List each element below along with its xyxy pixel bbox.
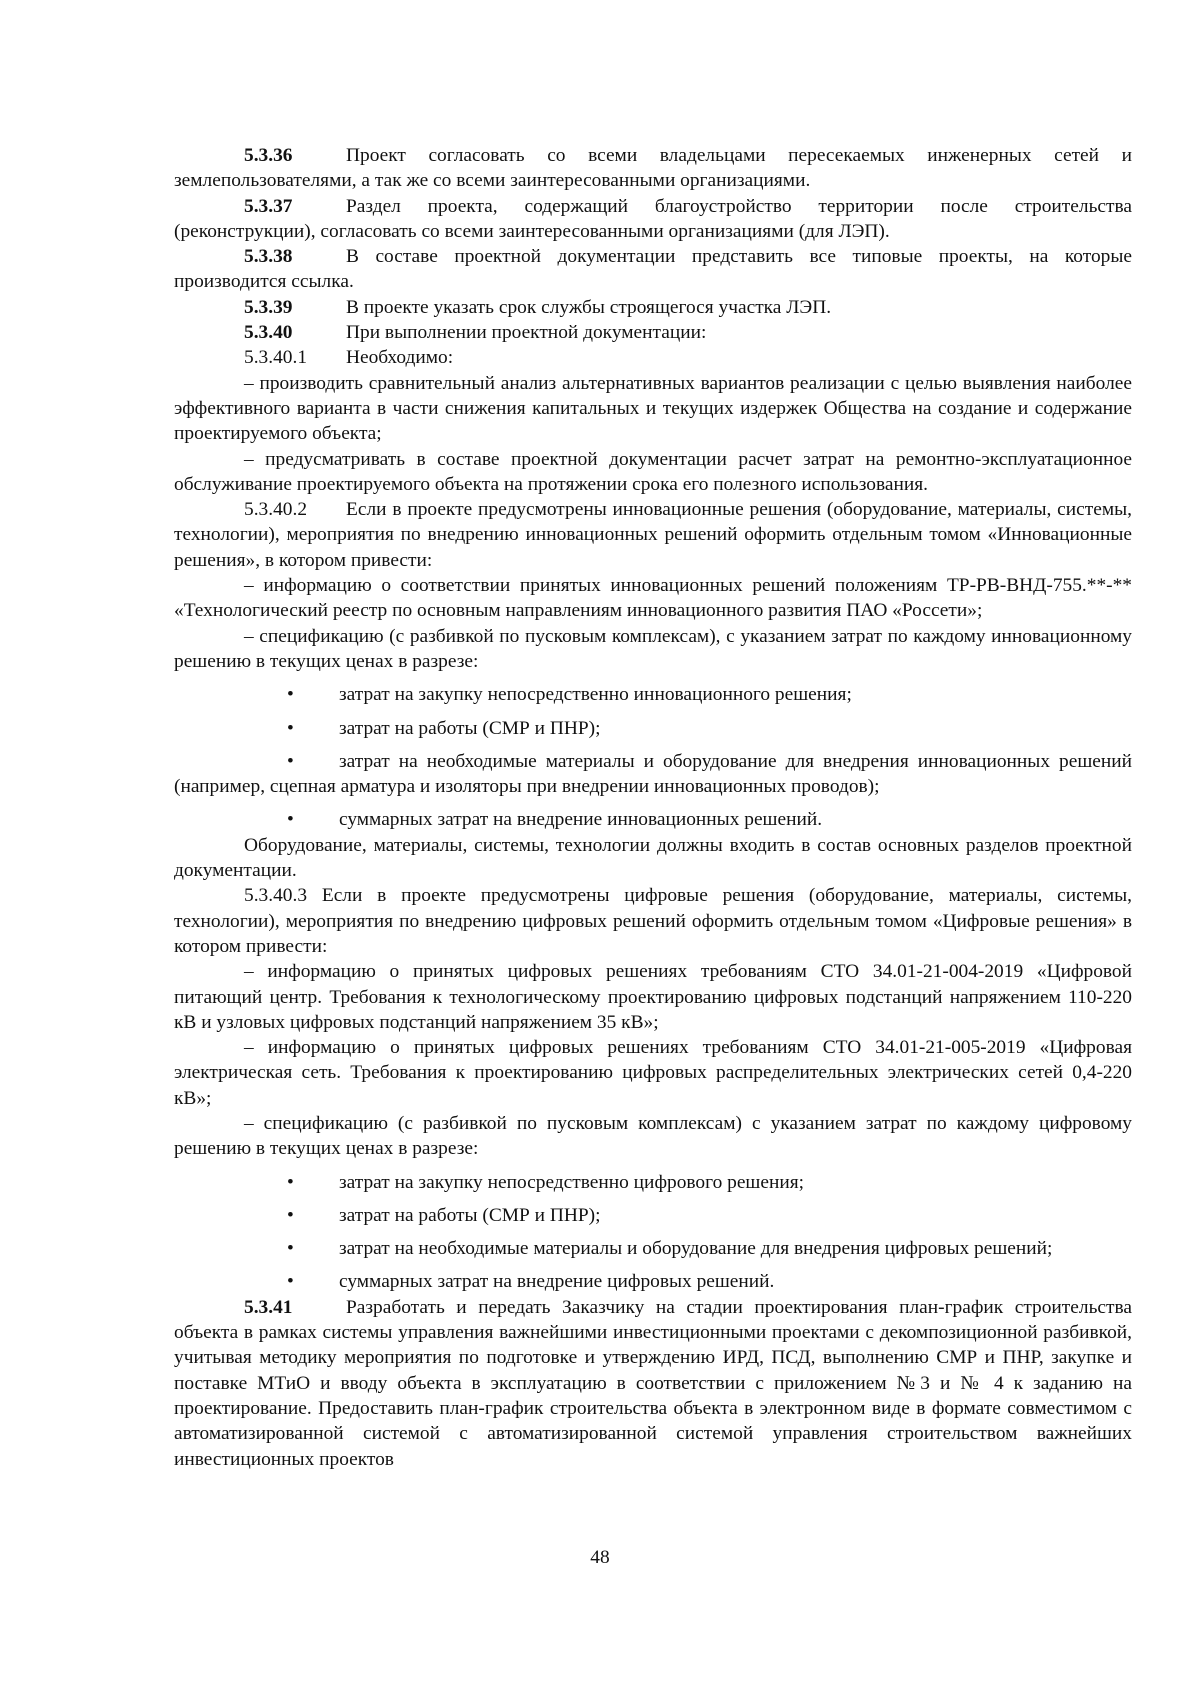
bullet-text: затрат на закупку непосредственно цифрового решения; xyxy=(339,1171,805,1193)
dash-item: – информацию о соответствии принятых инновационных решений положениям ТР-РВ-ВНД-755.**-** «Технологический реестр по основным направлениям инновационного развития ПАО «Россети»; xyxy=(174,575,1132,622)
bullet-item xyxy=(174,807,1132,832)
bullet-text: затрат на необходимые материалы и оборудование для внедрения цифровых решений; xyxy=(339,1238,1053,1260)
bullet-mark: • xyxy=(287,1271,294,1293)
bullet-item xyxy=(174,682,1132,707)
dash-item: – информацию о принятых цифровых решениях требованиям СТО 34.01-21-004-2019 «Цифровой питающий центр. Требования к технологическому проектированию цифровых подстанций напряжением 110-220 кВ и узловых цифровых подстанций напряжением 35 кВ»; xyxy=(174,961,1132,1033)
clause-number: 5.3.39 xyxy=(244,296,293,318)
dash-item: – спецификацию (с разбивкой по пусковым комплексам), с указанием затрат по каждому инновационному решению в текущих ценах в разрезе: xyxy=(174,625,1132,672)
dash-item: – спецификацию (с разбивкой по пусковым комплексам) с указанием затрат по каждому цифровому решению в текущих ценах в разрезе: xyxy=(174,1112,1132,1160)
bullet-item xyxy=(174,716,1132,741)
clause-5-3-41 xyxy=(174,1295,1132,1472)
clause-5-3-40-1 xyxy=(174,345,1132,370)
dash-item: – информацию о принятых цифровых решениях требованиям СТО 34.01-21-005-2019 «Цифровая электрическая сеть. Требования к проектированию цифровых распределительных электрических сетей 0,4-220 кВ»; xyxy=(174,1037,1132,1109)
bullet-item xyxy=(174,1236,1132,1261)
bullet-text: затрат на работы (СМР и ПНР); xyxy=(339,1204,601,1226)
bullet-item xyxy=(174,749,1132,800)
clause-number: 5.3.40.3 xyxy=(244,885,308,907)
clause-text: Если в проекте предусмотрены инновационные решения (оборудование, материалы, системы, технологии), мероприятия по внедрению инновационных решений оформить отдельным томом «Инновационные решения», в котором привести: xyxy=(174,499,1132,571)
bullet-text: суммарных затрат на внедрение цифровых решений. xyxy=(339,1271,775,1293)
bullet-mark: • xyxy=(287,684,294,706)
clause-text: В составе проектной документации представить все типовые проекты, на которые производится ссылка. xyxy=(174,246,1132,293)
dash-item: – производить сравнительный анализ альтернативных вариантов реализации с целью выявления наиболее эффективного варианта в части снижения капитальных и текущих издержек Общества на создание и содержание проектируемого объекта; xyxy=(174,372,1132,445)
bullet-mark: • xyxy=(287,750,294,772)
clause-number: 5.3.38 xyxy=(244,246,293,268)
bullet-text: суммарных затрат на внедрение инновационных решений. xyxy=(339,809,823,831)
clause-text: В проекте указать срок службы строящегося участка ЛЭП. xyxy=(346,296,832,318)
note-paragraph: Оборудование, материалы, системы, технологии должны входить в состав основных разделов проектной документации. xyxy=(174,834,1132,882)
bullet-mark: • xyxy=(287,717,294,739)
clause-5-3-36 xyxy=(174,143,1132,194)
clause-number: 5.3.36 xyxy=(244,145,293,166)
clause-number: 5.3.40.1 xyxy=(244,347,308,369)
clause-number: 5.3.41 xyxy=(244,1296,293,1318)
clause-5-3-40-3 xyxy=(174,883,1132,959)
clause-text: Раздел проекта, содержащий благоустройство территории после строительства (реконструкции), согласовать со всеми заинтересованными организациями (для ЛЭП). xyxy=(174,195,1132,242)
bullet-mark: • xyxy=(287,809,294,831)
clause-text: Необходимо: xyxy=(346,347,454,369)
bullet-text: затрат на необходимые материалы и оборудование для внедрения инновационных решений (например, сцепная арматура и изоляторы при внедрении инновационных проводов); xyxy=(174,750,1132,798)
bullet-text: затрат на работы (СМР и ПНР); xyxy=(339,717,601,739)
clause-number: 5.3.37 xyxy=(244,195,293,217)
page-body xyxy=(174,143,1132,1472)
clause-text: При выполнении проектной документации: xyxy=(346,322,707,344)
dash-item: – предусматривать в составе проектной документации расчет затрат на ремонтно-эксплуатационное обслуживание проектируемого объекта на протяжении срока его полезного использования. xyxy=(174,448,1132,495)
clause-5-3-39 xyxy=(174,295,1132,320)
clause-5-3-37 xyxy=(174,194,1132,245)
clause-5-3-40-2 xyxy=(174,497,1132,573)
bullet-mark: • xyxy=(287,1204,294,1226)
clause-5-3-40 xyxy=(174,320,1132,345)
bullet-item xyxy=(174,1269,1132,1294)
bullet-text: затрат на закупку непосредственно инновационного решения; xyxy=(339,684,852,706)
clause-5-3-38 xyxy=(174,244,1132,295)
bullet-item xyxy=(174,1203,1132,1228)
clause-text: Если в проекте предусмотрены цифровые решения (оборудование, материалы, системы, технологии), мероприятия по внедрению цифровых решений оформить отдельным томом «Цифровые решения» в котором привести: xyxy=(174,885,1132,957)
clause-number: 5.3.40.2 xyxy=(244,499,308,521)
bullet-mark: • xyxy=(287,1171,294,1193)
clause-number: 5.3.40 xyxy=(244,322,293,344)
bullet-mark: • xyxy=(287,1238,294,1260)
clause-text: Проект согласовать со всеми владельцами пересекаемых инженерных сетей и землепользователями, а так же со всеми заинтересованными организациями. xyxy=(174,145,1132,192)
page-number: 48 xyxy=(590,1547,610,1568)
clause-text: Разработать и передать Заказчику на стадии проектирования план-график строительства объекта в рамках системы управления важнейшими инвестиционными проектами с декомпозиционной разбивкой, учитывая методику мероприятия по подготовке и утверждению ИРД, ПСД, выполнению СМР и ПНР, закупке и поставке МТиО и вводу объекта в эксплуатацию в соответствии с приложением №3 и № 4 к заданию на проектирование. Предоставить план-график строительства объекта в электронном виде в формате совместимом с автоматизированной системой с автоматизированной системой управления строительством важнейших инвестиционных проектов xyxy=(174,1296,1132,1470)
bullet-item xyxy=(174,1170,1132,1195)
